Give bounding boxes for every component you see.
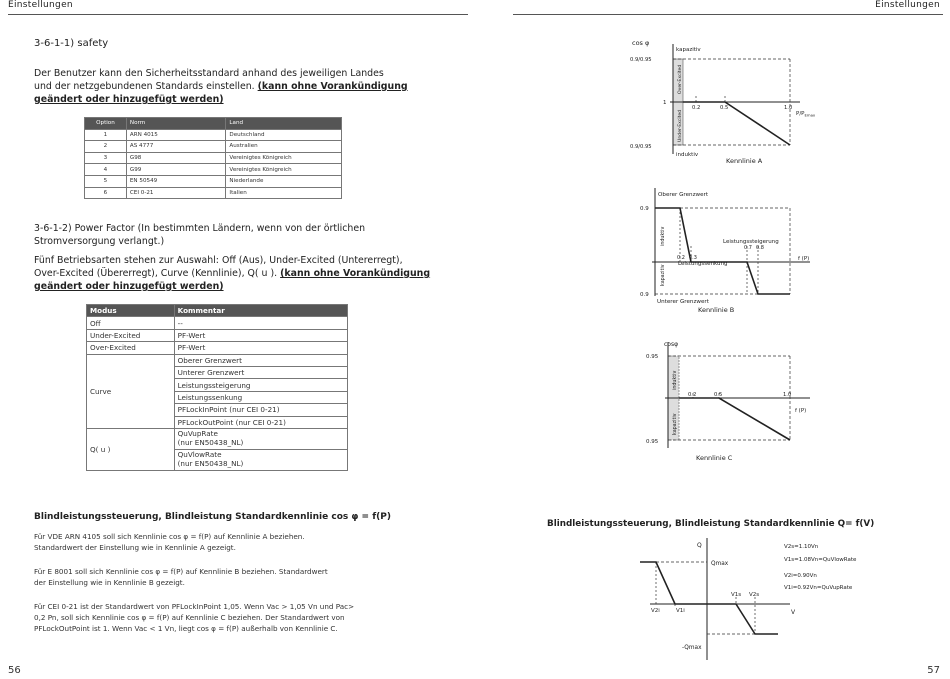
mode-over: Over-Excited (87, 342, 175, 354)
legend-v1i: V1i=0.92Vn=QuVupRate (784, 585, 853, 591)
col-modus: Modus (87, 305, 175, 317)
curve-line (655, 208, 790, 294)
safety-heading: 3-6-1-1) safety (34, 38, 109, 49)
comment-curve-1: Oberer Grenzwert (174, 354, 347, 366)
left-header-title: Einstellungen (8, 0, 73, 10)
comment-curve-6: PFLockOutPoint (nur CEI 0-21) (174, 416, 347, 428)
col-norm: Norm (126, 118, 226, 130)
chart-c-caption: Kennlinie C (696, 454, 733, 462)
x-axis-label: f (P) (798, 256, 810, 262)
comment-off: -- (174, 317, 347, 329)
y-axis-label: cosφ (664, 341, 679, 348)
curve-line (679, 398, 790, 440)
cell-option: 4 (85, 164, 127, 176)
cell-norm: ARN 4015 (126, 129, 226, 141)
cell-option: 3 (85, 152, 127, 164)
left-page-number: 56 (8, 665, 21, 676)
right-header-title: Einstellungen (875, 0, 940, 10)
lower-label: Unterer Grenzwert (657, 299, 709, 305)
neg-qmax-label: -Qmax (682, 645, 702, 651)
table-row (85, 187, 342, 199)
pf-table-header (87, 305, 348, 317)
x-axis-label: $P/P_{Emax}$ (796, 111, 816, 118)
kapazitiv-label: kapazitiv (676, 47, 701, 53)
right-header-rule (513, 14, 943, 15)
steigerung-label: Leistungssteigerung (723, 239, 779, 245)
upper-label: Oberer Grenzwert (658, 192, 709, 198)
reactive-p2-line1: Für E 8001 soll sich Kennlinie cos φ = f(P) auf Kennlinie B beziehen. Standardwert (34, 567, 328, 576)
pf-heading-line1: 3-6-1-2) Power Factor (In bestimmten Ländern, wenn von der örtlichen (34, 223, 366, 234)
right-page-number: 57 (927, 665, 940, 676)
cell-norm: AS 4777 (126, 141, 226, 153)
legend-v2i: V2i=0.90Vn (784, 573, 817, 579)
qv-heading: Blindleistungssteuerung, Blindleistung Standardkennlinie Q= f(V) (547, 519, 875, 529)
reactive-p1-line1: Für VDE ARN 4105 soll sich Kennlinie cos φ = f(P) auf Kennlinie A beziehen. (34, 532, 305, 541)
pf-para-line2: Over-Excited (Übererregt), Curve (Kennlinie), Q( u ). (kann ohne Vorankündigung (34, 268, 431, 279)
y-one-label: 1 (663, 100, 667, 106)
cell-option: 6 (85, 187, 127, 199)
y-top-label: 0.9/0.95 (630, 57, 652, 63)
chart-b-caption: Kennlinie B (698, 306, 735, 314)
cell-norm: G99 (126, 164, 226, 176)
table-row (87, 428, 348, 449)
reactive-p3-line3: PFLockOutPoint ist 1. Wenn Vac < 1 Vn, liegt cos φ = f(P) außerhalb von Kennlinie C. (34, 624, 338, 633)
x-tick-03: 0.3 (689, 255, 697, 261)
chart-kennlinie-a (630, 34, 830, 170)
table-row (85, 141, 342, 153)
cell-norm: G98 (126, 152, 226, 164)
table-row (87, 342, 348, 354)
over-excited-label: Over-Excited (678, 64, 683, 94)
x-tick-07: 0.7 (744, 245, 752, 251)
chart-kennlinie-c (630, 338, 830, 468)
table-row (87, 317, 348, 329)
mode-qu: Q( u ) (87, 428, 175, 470)
y-bottom-label: 0.9/0.95 (630, 144, 652, 150)
x-tick-02: 0.2 (688, 392, 697, 398)
under-excited-label: Under-Excited (678, 109, 683, 142)
cell-land: Vereinigtes Königreich (226, 164, 342, 176)
right-page (475, 0, 950, 679)
senkung-label: Leistungssenkung (678, 261, 728, 267)
induktiv-label: induktiv (673, 370, 678, 390)
safety-para-line2: und der netzgebundenen Standards einstellen. (kann ohne Vorankündigung (34, 81, 408, 92)
v-axis-label: V (791, 609, 796, 616)
comment-curve-4: Leistungssenkung (174, 391, 347, 403)
comment-qu-2: QuVlowRate (nur EN50438_NL) (174, 449, 347, 470)
pf-heading-line2: Stromversorgung verlangt.) (34, 236, 165, 247)
cell-land: Niederlande (226, 175, 342, 187)
safety-table-header (85, 118, 342, 130)
induktiv-label: induktiv (661, 226, 666, 246)
comment-curve-3: Leistungssteigerung (174, 379, 347, 391)
chart-kennlinie-b (630, 186, 830, 316)
y-bottom-label: 0.9 (640, 292, 649, 298)
col-option: Option (85, 118, 127, 130)
y-axis-label: cos φ (632, 39, 650, 47)
x-tick-08: 0.8 (756, 245, 764, 251)
pf-para-line1: Fünf Betriebsarten stehen zur Auswahl: Off (Aus), Under-Excited (Untererregt), (34, 255, 403, 266)
comment-curve-5: PFLockInPoint (nur CEI 0-21) (174, 404, 347, 416)
x-tick-02: 0.2 (692, 105, 701, 111)
v2i-label: V2i (651, 608, 660, 614)
cell-norm: CEI 0-21 (126, 187, 226, 199)
cell-land: Italien (226, 187, 342, 199)
x-tick-05: 0.5 (714, 392, 723, 398)
cell-norm: EN 50549 (126, 175, 226, 187)
induktiv-label: induktiv (676, 152, 699, 158)
mode-off: Off (87, 317, 175, 329)
safety-table (84, 117, 342, 199)
cell-land: Deutschland (226, 129, 342, 141)
x-tick-02: 0.2 (677, 255, 685, 261)
qv-curve (640, 562, 778, 634)
left-header-rule (8, 14, 468, 15)
v2s-label: V2s (749, 592, 760, 598)
v1s-label: V1s (731, 592, 742, 598)
cell-land: Australien (226, 141, 342, 153)
y-top-label: 0.9 (640, 206, 649, 212)
table-row (87, 354, 348, 366)
table-row (87, 329, 348, 341)
col-kommentar: Kommentar (174, 305, 347, 317)
comment-qu-1: QuVupRate (nur EN50438_NL) (174, 428, 347, 449)
pf-table (86, 304, 348, 471)
cell-option: 2 (85, 141, 127, 153)
x-axis-label: f (P) (795, 408, 807, 414)
kapazitiv-label: kapazitiv (673, 413, 678, 435)
pf-notice-1: (kann ohne Vorankündigung (280, 268, 431, 279)
reactive-p1-line2: Standardwert der Einstellung wie in Kennlinie A gezeigt. (34, 543, 236, 552)
y-top-label: 0.95 (646, 354, 659, 360)
safety-notice-1: (kann ohne Vorankündigung (257, 81, 408, 92)
reactive-p3-line2: 0,2 Pn, soll sich Kennlinie cos φ = f(P) auf Kennlinie C beziehen. Der Standardwert von (34, 613, 345, 622)
safety-notice-2: geändert oder hinzugefügt werden) (34, 94, 224, 105)
mode-under: Under-Excited (87, 329, 175, 341)
reactive-p2-line2: der Einstellung wie in Kennlinie B gezeigt. (34, 578, 185, 587)
table-row (85, 152, 342, 164)
safety-para-line1: Der Benutzer kann den Sicherheitsstandard anhand des jeweiligen Landes (34, 68, 384, 79)
mode-curve: Curve (87, 354, 175, 428)
comment-under: PF-Wert (174, 329, 347, 341)
q-axis-label: Q (697, 542, 702, 549)
qmax-label: Qmax (711, 561, 729, 567)
reactive-p3-line1: Für CEI 0-21 ist der Standardwert von PFLockInPoint 1,05. Wenn Vac > 1,05 Vn und Pac> (34, 602, 355, 611)
x-tick-10: 1.0 (784, 105, 793, 111)
v1i-label: V1i (676, 608, 685, 614)
pf-notice-2: geändert oder hinzugefügt werden) (34, 281, 224, 292)
table-row (85, 129, 342, 141)
table-row (85, 175, 342, 187)
cell-option: 1 (85, 129, 127, 141)
legend-v2s: V2s=1.10Vn (784, 544, 819, 550)
cell-option: 5 (85, 175, 127, 187)
comment-over: PF-Wert (174, 342, 347, 354)
x-tick-05: 0.5 (720, 105, 729, 111)
cell-land: Vereinigtes Königreich (226, 152, 342, 164)
x-tick-10: 1.0 (783, 392, 792, 398)
table-row (85, 164, 342, 176)
col-land: Land (226, 118, 342, 130)
kapazitiv-label: kapazitiv (661, 264, 666, 286)
legend-v1s: V1s=1.08Vn=QuVlowRate (784, 557, 857, 563)
chart-qv (640, 534, 915, 664)
chart-a-caption: Kennlinie A (726, 157, 763, 165)
y-bottom-label: 0.95 (646, 439, 659, 445)
reactive-heading: Blindleistungssteuerung, Blindleistung Standardkennlinie cos φ = f(P) (34, 512, 391, 522)
comment-curve-2: Unterer Grenzwert (174, 366, 347, 378)
